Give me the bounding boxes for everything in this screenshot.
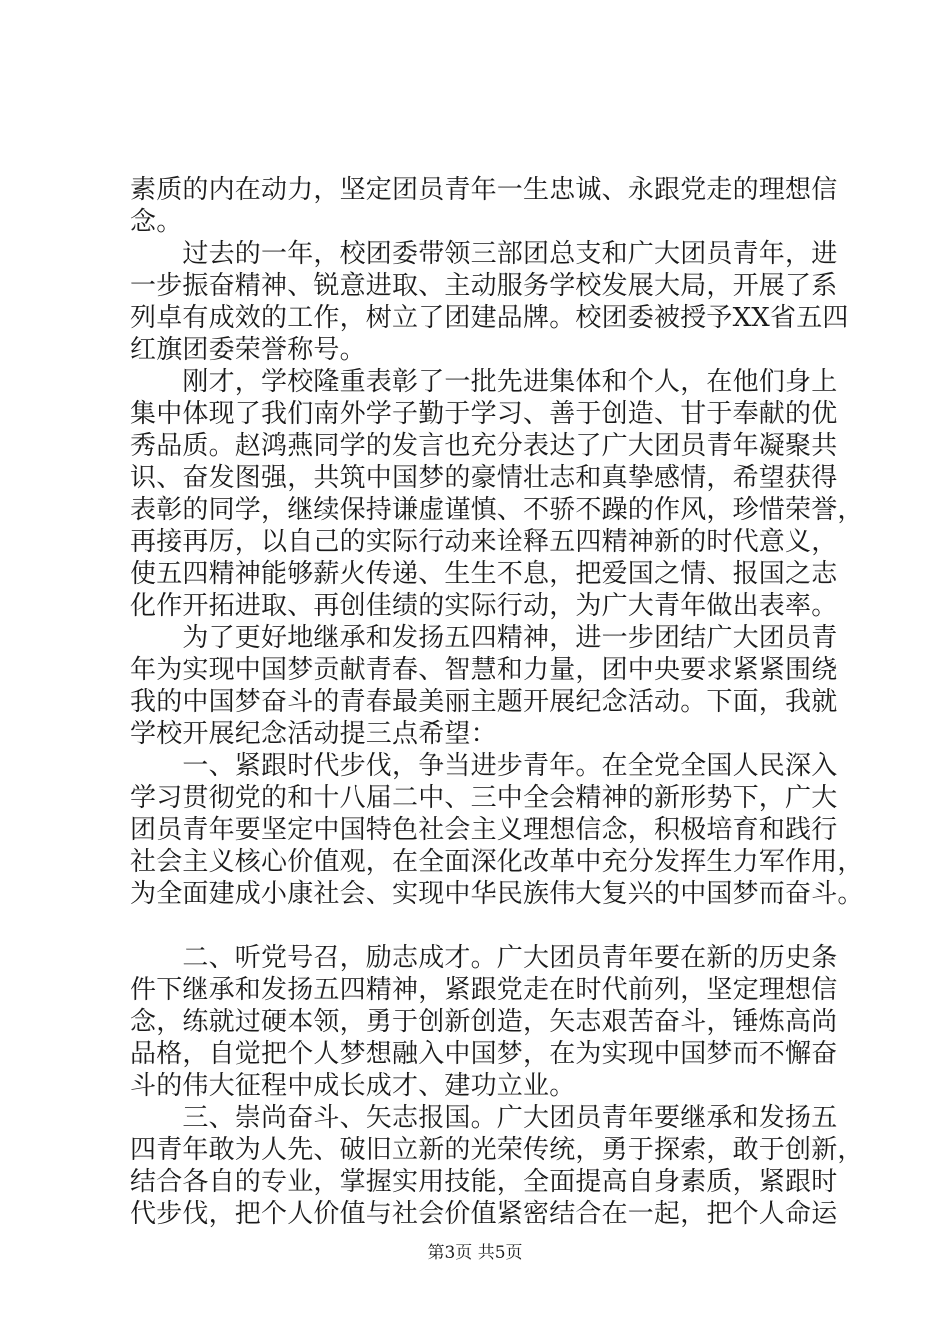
text-line: 社会主义核心价值观，在全面深化改革中充分发挥生力军作用，: [130, 847, 864, 877]
text-line: 二、听党号召，励志成才。广大团员青年要在新的历史条: [130, 943, 838, 973]
text-line: 年为实现中国梦贡献青春、智慧和力量，团中央要求紧紧围绕: [130, 655, 838, 685]
text-line: 品格，自觉把个人梦想融入中国梦，在为实现中国梦而不懈奋: [130, 1039, 838, 1069]
text-line: 集中体现了我们南外学子勤于学习、善于创造、甘于奉献的优: [130, 399, 838, 429]
text-line: 三、崇尚奋斗、矢志报国。广大团员青年要继承和发扬五: [130, 1103, 838, 1133]
text-line: 秀品质。赵鸿燕同学的发言也充分表达了广大团员青年凝聚共: [130, 431, 838, 461]
text-line: 结合各自的专业，掌握实用技能，全面提高自身素质，紧跟时: [130, 1167, 838, 1197]
text-line: 四青年敢为人先、破旧立新的光荣传统，勇于探索，敢于创新，: [130, 1135, 864, 1165]
text-line: 素质的内在动力，坚定团员青年一生忠诚、永跟党走的理想信: [130, 175, 838, 205]
text-line: 识、奋发图强，共筑中国梦的豪情壮志和真挚感情，希望获得: [130, 463, 838, 493]
text-line: 学校开展纪念活动提三点希望：: [130, 719, 497, 749]
text-line: 斗的伟大征程中成长成才、建功立业。: [130, 1071, 576, 1101]
text-line: 为了更好地继承和发扬五四精神，进一步团结广大团员青: [130, 623, 838, 653]
text-line: 再接再厉，以自己的实际行动来诠释五四精神新的时代意义，: [130, 527, 838, 557]
text-line: 代步伐，把个人价值与社会价值紧密结合在一起，把个人命运: [130, 1199, 838, 1229]
page-number-footer: 第3页 共5页: [427, 1243, 523, 1263]
text-line: 使五四精神能够薪火传递、生生不息，把爱国之情、报国之志: [130, 559, 838, 589]
text-line: 刚才，学校隆重表彰了一批先进集体和个人，在他们身上: [130, 367, 838, 397]
text-line: 念，练就过硬本领，勇于创新创造，矢志艰苦奋斗，锤炼高尚: [130, 1007, 838, 1037]
text-line: 红旗团委荣誉称号。: [130, 335, 366, 365]
text-line: 一、紧跟时代步伐，争当进步青年。在全党全国人民深入: [130, 751, 838, 781]
text-line: 件下继承和发扬五四精神，紧跟党走在时代前列，坚定理想信: [130, 975, 838, 1005]
text-line: 为全面建成小康社会、实现中华民族伟大复兴的中国梦而奋斗。: [130, 879, 864, 909]
document-body: [130, 174, 864, 1230]
text-line: 表彰的同学，继续保持谦虚谨慎、不骄不躁的作风，珍惜荣誉，: [130, 495, 864, 525]
blank-line: [130, 910, 845, 942]
text-line: 化作开拓进取、再创佳绩的实际行动，为广大青年做出表率。: [130, 591, 838, 621]
text-line: 团员青年要坚定中国特色社会主义理想信念，积极培育和践行: [130, 815, 838, 845]
text-line: 我的中国梦奋斗的青春最美丽主题开展纪念活动。下面，我就: [130, 687, 838, 717]
text-line: 念。: [130, 207, 183, 237]
text-line: 学习贯彻党的和十八届二中、三中全会精神的新形势下，广大: [130, 783, 838, 813]
text-line: 列卓有成效的工作，树立了团建品牌。校团委被授予XX省五四: [130, 303, 849, 333]
text-line: 过去的一年，校团委带领三部团总支和广大团员青年，进: [130, 239, 838, 269]
text-line: 一步振奋精神、锐意进取、主动服务学校发展大局，开展了系: [130, 271, 838, 301]
